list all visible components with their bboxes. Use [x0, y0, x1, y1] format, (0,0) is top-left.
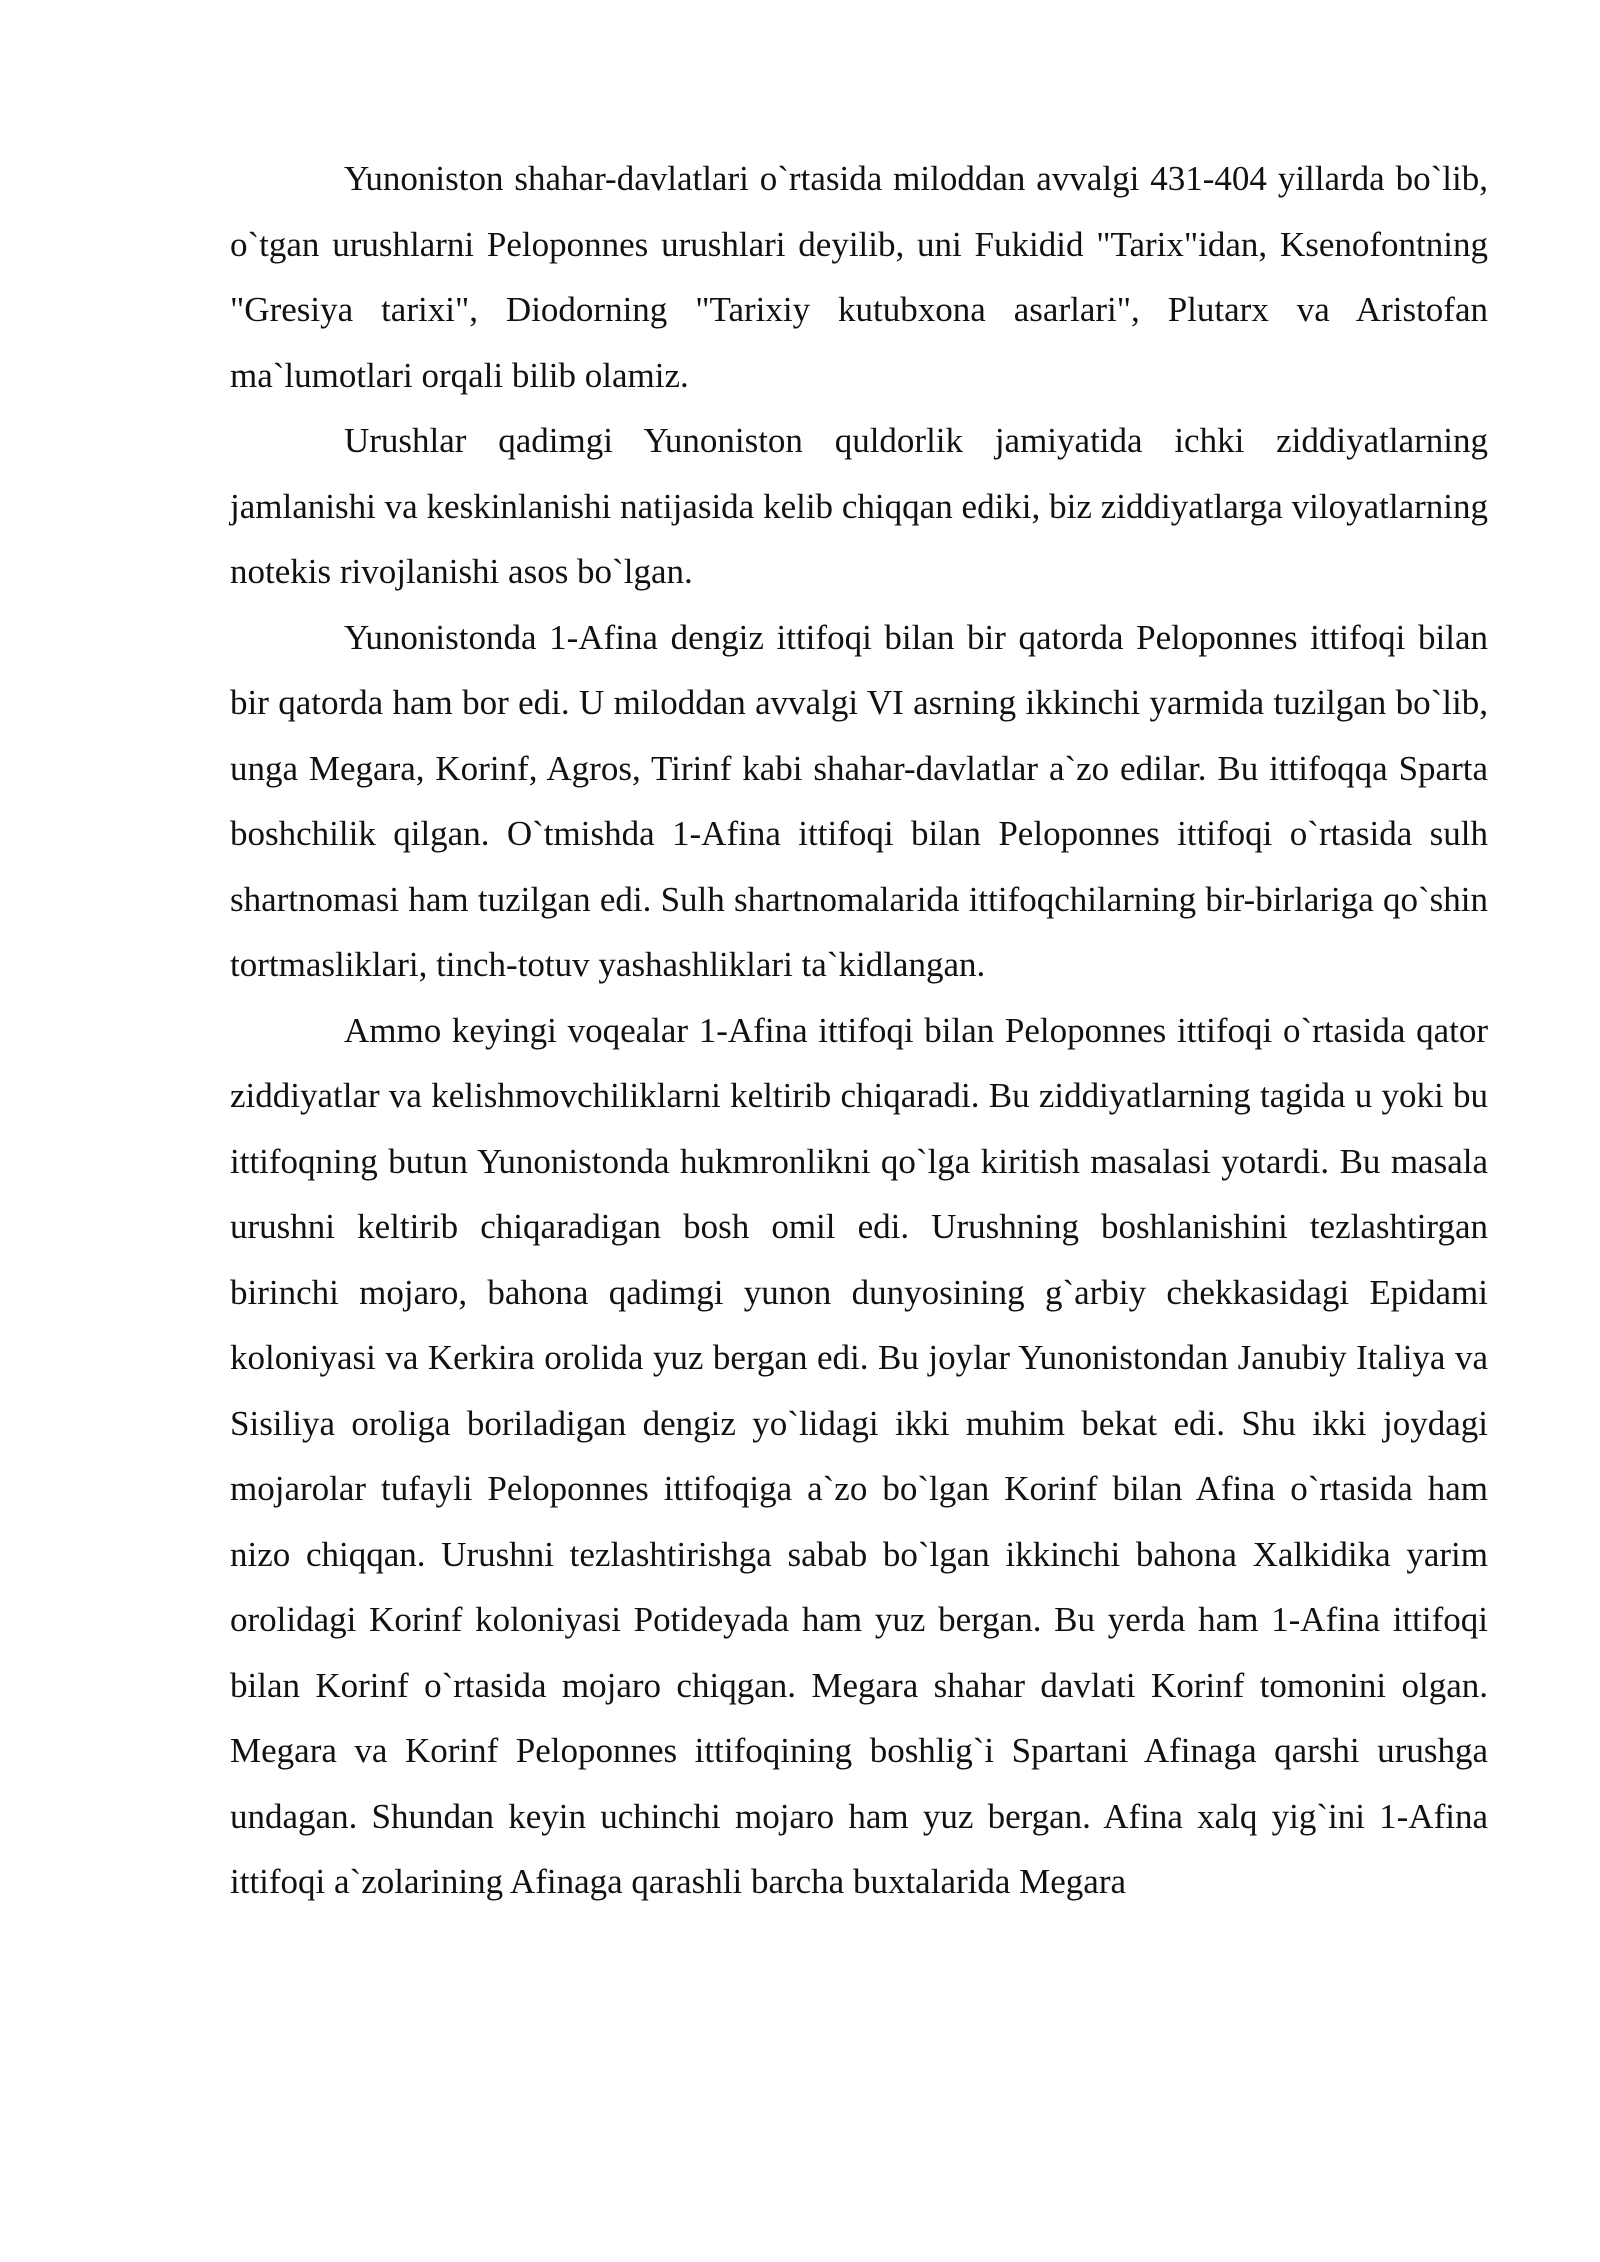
paragraph-2: Urushlar qadimgi Yunoniston quldorlik jamiyatida ichki ziddiyatlarning jamlanishi va keskinlanishi natijasida kelib chiqqan ediki, biz ziddiyatlarga viloyatlarning notekis rivojlanishi asos bo`lgan.	[230, 421, 1488, 591]
paragraph-1: Yunoniston shahar-davlatlari o`rtasida miloddan avvalgi 431-404 yillarda bo`lib, o`tgan urushlarni Peloponnes urushlari deyilib, uni Fukidid "Tarix"idan, Ksenofontning "Gresiya tarixi", Diodorning "Tarixiy kutubxona asarlari", Plutarx va Aristofan ma`lumotlari orqali bilib olamiz.	[230, 159, 1488, 395]
body-text	[230, 146, 1488, 1915]
paragraph-4: Ammo keyingi voqealar 1-Afina ittifoqi bilan Peloponnes ittifoqi o`rtasida qator ziddiyatlar va kelishmovchiliklarni keltirib chiqaradi. Bu ziddiyatlarning tagida u yoki bu ittifoqning butun Yunonistonda hukmronlikni qo`lga kiritish masalasi yotardi. Bu masala urushni keltirib chiqaradigan bosh omil edi. Urushning boshlanishini tezlashtirgan birinchi mojaro, bahona qadimgi yunon dunyosining g`arbiy chekkasidagi Epidami koloniyasi va Kerkira orolida yuz bergan edi. Bu joylar Yunonistondan Janubiy Italiya va Sisiliya oroliga boriladigan dengiz yo`lidagi ikki muhim bekat edi. Shu ikki joydagi mojarolar tufayli Peloponnes ittifoqiga a`zo bo`lgan Korinf bilan Afina o`rtasida ham nizo chiqqan. Urushni tezlashtirishga sabab bo`lgan ikkinchi bahona Xalkidika yarim orolidagi Korinf koloniyasi Potideyada ham yuz bergan. Bu yerda ham 1-Afina ittifoqi bilan Korinf o`rtasida mojaro chiqgan. Megara shahar davlati Korinf tomonini olgan. Megara va Korinf Peloponnes ittifoqining boshlig`i Spartani Afinaga qarshi urushga undagan. Shundan keyin uchinchi mojaro ham yuz bergan. Afina xalq yig`ini 1-Afina ittifoqi a`zolarining Afinaga qarashli barcha buxtalarida Megara	[230, 1010, 1488, 1901]
paragraph-3: Yunonistonda 1-Afina dengiz ittifoqi bilan bir qatorda Peloponnes ittifoqi bilan bir qatorda ham bor edi. U miloddan avvalgi VI asrning ikkinchi yarmida tuzilgan bo`lib, unga Megara, Korinf, Agros, Tirinf kabi shahar-davlatlar a`zo edilar. Bu ittifoqqa Sparta boshchilik qilgan. O`tmishda 1-Afina ittifoqi bilan Peloponnes ittifoqi o`rtasida sulh shartnomasi ham tuzilgan edi. Sulh shartnomalarida ittifoqchilarning bir-birlariga qo`shin tortmasliklari, tinch-totuv yashashliklari ta`kidlangan.	[230, 617, 1488, 984]
